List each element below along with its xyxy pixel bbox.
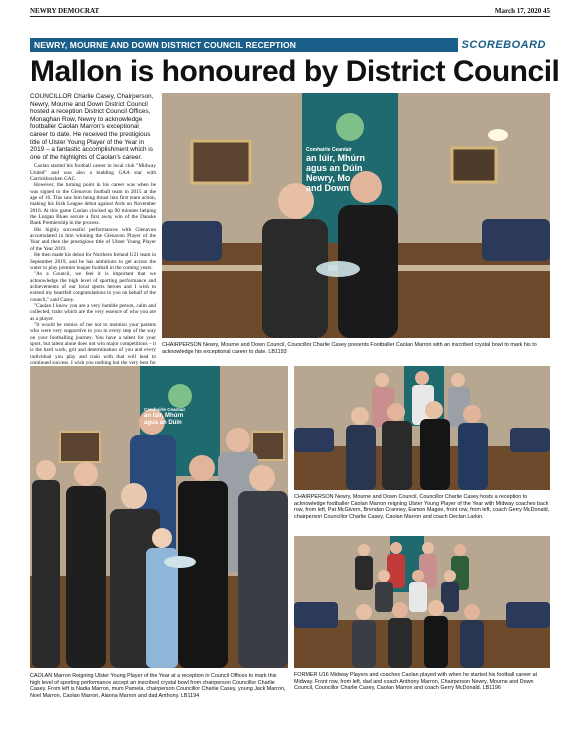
coaches-photo-caption: CHAIRPERSON Newry, Mourne and Down Council, Councillor Charlie Casey hosts a reception to acknowledge footballer Caolan Marron reigning Ulster Young Player of the Year with Midway coaches back row, from left, Pat McGivern, Brendan Cranney, Eamon Magee, front row, from left, coach Gerry McDonald, chairperson Councillor Charlie Casey, Caolan Marron and coach Declan Larkin. — [294, 494, 550, 520]
date-page: March 17, 2020 45 — [494, 7, 550, 15]
article-column — [30, 93, 156, 373]
council-banner — [306, 147, 396, 193]
article-body — [30, 163, 156, 372]
banner-line: and Down — [306, 183, 349, 193]
scoreboard-logo: SCOREBOARD — [458, 38, 550, 52]
article-paragraph: However, the turning point in his career was when he was signed to the Glenavon football team in 2015 at the age of 16. This saw him being thrust into first team action, making his Irish League debut against Ards on November 2016. At this game Caolan clocked up 90 minutes helping the Lurgan Blues secure a first away win of the Danske Bank Premiership in the process. — [30, 182, 156, 227]
headline: Mallon is honoured by District Council — [30, 55, 560, 88]
article-paragraph: Caolan started his football career in local club "Midway United" and was also a budding GAA star with Carrickbracken GAC. — [30, 163, 156, 183]
family-photo — [30, 366, 288, 668]
article-paragraph: He then made his debut for Northern Ireland U21 team in September 2019, and he has ambitions to get across the water to play premier league football in the coming years. — [30, 252, 156, 271]
paper-name: NEWRY DEMOCRAT — [30, 7, 100, 15]
main-photo — [162, 93, 550, 338]
banner-line: Comhairle Ceantair — [144, 407, 186, 412]
banner-line: agus an Dúin — [144, 420, 182, 426]
masthead — [30, 6, 550, 17]
article-paragraph: "As a Council, we feel it is important that we acknowledge the high level of sporting performance and achievements of our local sports heroes and I wish to extend my heartfelt congratulations to you on behalf of the council," said Casey. — [30, 271, 156, 303]
section-tag: NEWRY, MOURNE AND DOWN DISTRICT COUNCIL RECEPTION — [34, 40, 296, 50]
article-lead: COUNCILLOR Charlie Casey, Chairperson, Newry, Mourne and Down District Council hosted a reception District Council Offices, Monaghan Row, Newry to acknowledge footballer Caolan Marron's exceptional career to date. He received the prestigious title of Ulster Young Player of the Year in 2019 – a fantastic accomplishment which is one of the highlights of Caolan's career. — [30, 93, 154, 161]
article-paragraph: "Caolan I know you are a very humble person, calm and collected, traits which are the very essence of who you are as a player. — [30, 302, 156, 322]
article-paragraph: "It would be remiss of me not to mention your parents who were very supportive to you in every step of the way on your footballing journey. You have a talent for your sport, but talent alone does not win major competitions – it is the hard work, grit and determination of you and every individual you play and train with that will lead to continued success. I wish you nothing but the very best for — [30, 321, 156, 366]
council-banner — [144, 406, 220, 427]
banner-line: agus an Dúin — [306, 163, 363, 173]
banner-line: an Iúir, Mhúrn — [306, 153, 366, 163]
coaches-photo — [294, 366, 550, 490]
article-paragraph: His highly successful performances with Glenavon accumulated in him winning the Glenavon Player of the Year and then the prestigious title of Ulster Young Player of the Year 2019. — [30, 226, 156, 252]
main-photo-caption: CHAIRPERSON Newry, Mourne and Down Council, Councillor Charlie Casey presents Footballer Caolan Marron with an inscribed crystal bowl to mark his to acknowledge his exceptional career to date. LB1193 — [162, 342, 537, 355]
banner-line: Newry, Mo — [306, 173, 351, 183]
team-photo — [294, 536, 550, 668]
team-photo-caption: FORMER U16 Midway Players and coaches Caolan played with when he started his football career at Midway. Front row, from left, dad and coach Anthony Marron, Chairperson Newry, Mourne and Down Council, Councillor Charlie Casey, Caolan Marron and coach Gerry McDonald. LB1196 — [294, 672, 537, 692]
family-photo-caption: CAOLAN Marron Reigning Ulster Young Player of the Year at a reception in Council Offices to mark this high level of sporting performance accept an inscribed crystal bowl from chairperson Councillor Charlie Casey. From left is Nadia Marron, mum Pamela, chairperson Councillor Charlie Casey, young Jack Marron, Noel Marron, Caolan Marron, Alanna Marron and dad Anthony. LB1194 — [30, 673, 286, 699]
banner-line: Comhairle Ceantair — [306, 147, 352, 153]
banner-line: an Iúir, Mhúrn — [144, 413, 184, 419]
